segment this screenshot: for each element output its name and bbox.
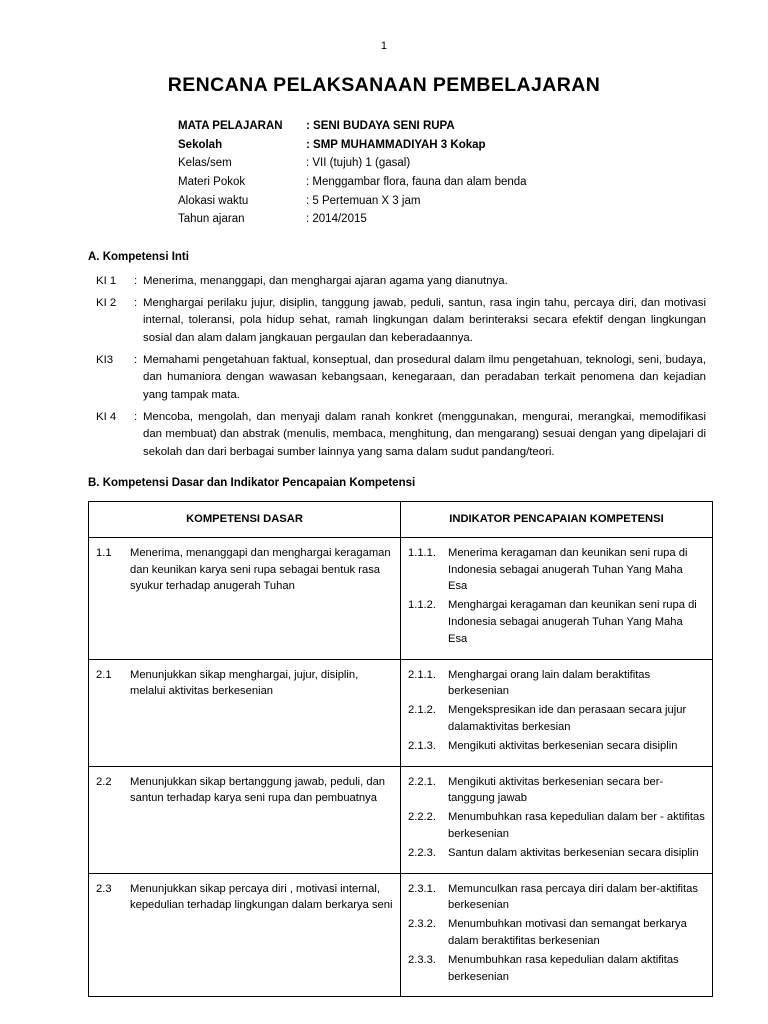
table-row [89,537,713,659]
indicator-item [408,597,705,647]
page-number: 1 [380,40,388,52]
cell-indikator [401,659,713,766]
indicator-item [408,809,705,843]
column-header-kompetensi-dasar: KOMPETENSI DASAR [89,502,401,538]
cell-kompetensi-dasar [89,873,401,997]
cell-kompetensi-dasar [89,766,401,873]
table-header-row [89,502,713,538]
indicator-number: 2.3.2. [408,918,436,931]
list-item [96,352,706,404]
ki-separator: : [134,411,138,424]
indicator-text: Mengikuti aktivitas berkesenian secara disiplin [448,739,678,752]
indicator-number: 2.2.1. [408,775,436,788]
kd-text: Menunjukkan sikap percaya diri , motivasi internal, kepedulian terhadap lingkungan dalam berkarya seni [130,882,393,912]
kd-text: Menunjukkan sikap menghargai, jujur, disiplin, melalui aktivitas berkesenian [130,668,359,698]
cell-indikator [401,873,713,997]
indicator-number: 1.1.1. [408,546,436,559]
ki-text: Menerima, menanggapi, dan menghargai ajaran agama yang dianutnya. [143,274,508,287]
meta-value: : VII (tujuh) 1 (gasal) [306,157,411,170]
indicator-number: 2.1.3. [408,739,436,752]
indicator-number: 2.3.1. [408,882,436,895]
meta-row [178,192,706,211]
page-title: RENCANA PELAKSANAAN PEMBELAJARAN [167,74,601,96]
indicator-item [408,774,705,808]
indicator-item [408,702,705,736]
meta-label: Materi Pokok [178,175,246,188]
meta-row [178,154,706,173]
indicator-item [408,545,705,595]
indicator-text: Menerima keragaman dan keunikan seni rupa di Indonesia sebagai anugerah Tuhan Yang Maha Esa [448,546,688,593]
meta-row [178,210,706,229]
section-heading-kompetensi-inti: A. Kompetensi Inti [88,250,189,263]
indicator-item [408,738,705,755]
indicator-number: 1.1.2. [408,599,436,612]
document-meta-block [178,117,706,229]
section-heading-kompetensi-dasar: B. Kompetensi Dasar dan Indikator Pencapaian Kompetensi [88,477,416,490]
ki-code: KI3 [96,354,114,367]
ki-text: Memahami pengetahuan faktual, konseptual, dan prosedural dalam ilmu pengetahuan, teknologi, seni, budaya, dan humaniora dengan wawasan kebangsaan, kenegaraan, dan peradaban terkait penomena dan kejadian yang tampak mata. [143,354,706,401]
cell-kompetensi-dasar [89,537,401,659]
indicator-text: Menumbuhkan rasa kepedulian dalam aktifitas berkesenian [448,953,679,983]
kd-number: 1.1 [96,546,112,559]
meta-value: : Menggambar flora, fauna dan alam benda [306,175,527,188]
meta-value: : 5 Pertemuan X 3 jam [306,194,421,207]
ki-separator: : [134,274,138,287]
table-row [89,659,713,766]
list-item [96,273,706,290]
ki-text: Mencoba, mengolah, dan menyaji dalam ranah konkret (menggunakan, mengurai, merangkai, memodifikasi dan membuat) dan abstrak (menulis, membaca, menghitung, dan mengarang) sesuai dengan yang dipelajari di sekolah dan dari berbagai sumber lainnya yang sama dalam sudut pandang/teori. [143,411,706,458]
meta-value: : SENI BUDAYA SENI RUPA [306,120,455,132]
meta-label: Kelas/sem [178,157,232,170]
cell-indikator [401,766,713,873]
indicator-number: 2.3.3. [408,953,436,966]
indicator-text: Mengekspresikan ide dan perasaan secara jujur dalamaktivitas berkesian [448,704,687,733]
kompetensi-dasar-table [88,501,713,997]
meta-label: Tahun ajaran [178,213,245,226]
indicator-number: 2.2.3. [408,846,436,859]
meta-row [178,117,706,136]
kd-number: 2.3 [96,882,112,895]
indicator-text: Menumbuhkan rasa kepedulian dalam ber - aktifitas berkesenian [448,811,705,840]
indicator-item [408,881,705,915]
table-row [89,766,713,873]
list-item [96,295,706,347]
kompetensi-inti-list [96,273,706,461]
meta-value: : SMP MUHAMMADIYAH 3 Kokap [306,138,486,151]
indicator-number: 2.2.2. [408,811,436,824]
kd-text: Menunjukkan sikap bertanggung jawab, peduli, dan santun terhadap karya seni rupa dan pembuatnya [130,775,386,805]
indicator-item [408,916,705,950]
indicator-text: Santun dalam aktivitas berkesenian secara disiplin [448,846,699,859]
ki-code: KI 2 [96,297,117,310]
ki-code: KI 1 [96,274,117,287]
kd-text: Menerima, menanggapi dan menghargai keragaman dan keunikan karya seni rupa sebagai bentuk rasa syukur terhadap anugerah Tuhan [130,546,391,593]
indicator-number: 2.1.2. [408,704,436,717]
ki-code: KI 4 [96,411,117,424]
meta-row [178,173,706,192]
indicator-text: Memunculkan rasa percaya diri dalam ber-aktifitas berkesenian [448,882,698,912]
table-row [89,873,713,997]
indicator-item [408,845,705,862]
indicator-number: 2.1.1. [408,668,436,681]
indicator-item [408,952,705,986]
meta-value: : 2014/2015 [306,213,367,226]
indicator-text: Menumbuhkan motivasi dan semangat berkarya dalam beraktifitas berkesenian [448,918,687,947]
meta-label: Sekolah [178,138,223,151]
indicator-text: Mengikuti aktivitas berkesenian secara ber-tanggung jawab [448,775,664,805]
cell-indikator [401,537,713,659]
meta-label: Alokasi waktu [178,194,249,207]
ki-separator: : [134,297,138,310]
indicator-text: Menghargai keragaman dan keunikan seni rupa di Indonesia sebagai anugerah Tuhan Yang Maha Esa [448,599,697,645]
indicator-text: Menghargai orang lain dalam beraktifitas berkesenian [448,668,651,698]
ki-text: Menghargai perilaku jujur, disiplin, tanggung jawab, peduli, santun, rasa ingin tahu, percaya diri, dan motivasi internal, toleransi, pola hidup sehat, ramah lingkungan dalam berinteraksi secara efektif dengan lingkungan sosial dan alam dalam jangkauan pergaulan dan keberadaannya. [143,297,706,344]
ki-separator: : [134,354,138,367]
column-header-indikator: INDIKATOR PENCAPAIAN KOMPETENSI [401,502,713,538]
cell-kompetensi-dasar [89,659,401,766]
indicator-item [408,667,705,701]
kd-number: 2.1 [96,668,112,681]
kd-number: 2.2 [96,775,112,788]
meta-label: MATA PELAJARAN [178,120,283,132]
list-item [96,409,706,461]
meta-row [178,136,706,155]
